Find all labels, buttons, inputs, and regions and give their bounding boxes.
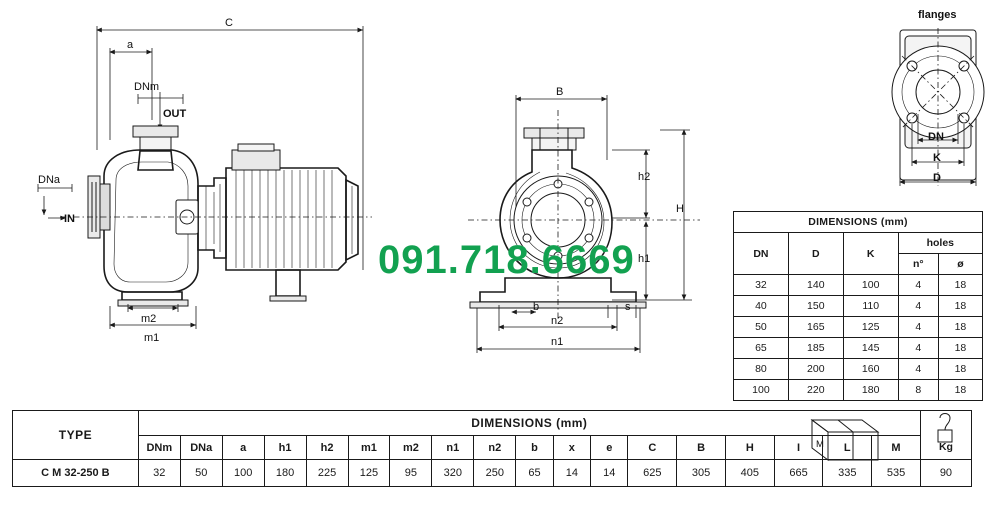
col-header-dn: DN	[734, 233, 789, 275]
label-n2: n2	[551, 315, 564, 327]
table-row	[734, 317, 983, 338]
cell-x: 14	[553, 460, 590, 487]
cell-m2: 95	[390, 460, 432, 487]
label-flange-k: K	[933, 152, 941, 164]
cell-k: 180	[843, 380, 898, 401]
col-m: M	[872, 436, 921, 460]
cell-d: 185	[788, 338, 843, 359]
type-header: TYPE	[13, 411, 139, 460]
cell-c: 625	[628, 460, 677, 487]
table-row	[734, 359, 983, 380]
cell-d: 140	[788, 275, 843, 296]
cell-k: 125	[843, 317, 898, 338]
cell-n: 4	[898, 275, 938, 296]
label-a: a	[127, 39, 134, 51]
label-h1: h1	[638, 253, 651, 265]
cell-d: 150	[788, 296, 843, 317]
cell-hole-dia: 18	[938, 359, 982, 380]
cell-b: 65	[516, 460, 553, 487]
cell-d: 165	[788, 317, 843, 338]
cell-h2: 225	[306, 460, 348, 487]
cell-n: 4	[898, 317, 938, 338]
flanges-title: flanges	[918, 9, 957, 21]
cell-dn: 100	[734, 380, 789, 401]
cell-dn: 65	[734, 338, 789, 359]
label-b-low: b	[533, 301, 540, 313]
col-n2: n2	[474, 436, 516, 460]
col-h: H	[725, 436, 774, 460]
cell-m1: 125	[348, 460, 390, 487]
cell-n: 8	[898, 380, 938, 401]
cell-dn: 80	[734, 359, 789, 380]
col-b: b	[516, 436, 553, 460]
cell-dnm: 32	[138, 460, 180, 487]
col-dnm: DNm	[138, 436, 180, 460]
cell-l: 335	[823, 460, 872, 487]
cell-n: 4	[898, 359, 938, 380]
col-bcap: B	[677, 436, 726, 460]
cell-a: 100	[222, 460, 264, 487]
col-a: a	[222, 436, 264, 460]
cell-k: 145	[843, 338, 898, 359]
cell-h1: 180	[264, 460, 306, 487]
cell-dna: 50	[180, 460, 222, 487]
col-c: C	[628, 436, 677, 460]
cell-i: 665	[774, 460, 823, 487]
col-m2: m2	[390, 436, 432, 460]
label-n1: n1	[551, 336, 564, 348]
col-h1: h1	[264, 436, 306, 460]
label-box-m: M	[816, 439, 824, 450]
label-dna: DNa	[38, 174, 61, 186]
cell-kg: 90	[920, 460, 971, 487]
kg-label: Kg	[938, 441, 953, 453]
cell-n1: 320	[432, 460, 474, 487]
label-in: IN	[64, 213, 75, 225]
cell-dn: 50	[734, 317, 789, 338]
label-flange-d: D	[933, 172, 941, 184]
cell-d: 220	[788, 380, 843, 401]
cell-dn: 40	[734, 296, 789, 317]
col-header-holes: holes	[898, 233, 982, 254]
label-flange-dn: DN	[928, 131, 944, 143]
table-row	[734, 338, 983, 359]
label-b-top: B	[556, 86, 564, 98]
cell-dn: 32	[734, 275, 789, 296]
col-e: e	[591, 436, 628, 460]
col-n1: n1	[432, 436, 474, 460]
cell-k: 100	[843, 275, 898, 296]
cell-k: 160	[843, 359, 898, 380]
cell-n: 4	[898, 296, 938, 317]
cell-hole-dia: 18	[938, 380, 982, 401]
label-dnm: DNm	[134, 81, 160, 93]
label-m1: m1	[144, 332, 160, 344]
col-i: I	[774, 436, 823, 460]
type-dimensions-table	[12, 410, 972, 487]
table-row	[734, 296, 983, 317]
flange-dimensions-table	[733, 211, 983, 401]
cell-d: 200	[788, 359, 843, 380]
cell-type: C M 32-250 B	[13, 460, 139, 487]
col-header-d: D	[788, 233, 843, 275]
dimensions-header: DIMENSIONS (mm)	[138, 411, 920, 436]
col-x: x	[553, 436, 590, 460]
cell-n: 4	[898, 338, 938, 359]
col-header-hole-diameter: ø	[938, 254, 982, 275]
col-dna: DNa	[180, 436, 222, 460]
label-h2: h2	[638, 171, 651, 183]
label-s: s	[625, 301, 631, 313]
cell-e: 14	[591, 460, 628, 487]
cell-hole-dia: 18	[938, 338, 982, 359]
cell-hole-dia: 18	[938, 275, 982, 296]
col-header-k: K	[843, 233, 898, 275]
label-m2: m2	[141, 313, 157, 325]
table-row	[13, 460, 972, 487]
flange-table-title: DIMENSIONS (mm)	[734, 212, 983, 233]
cell-hole-dia: 18	[938, 296, 982, 317]
cell-bcap: 305	[677, 460, 726, 487]
kg-header-cell	[920, 411, 971, 460]
watermark-phone-number: 091.718.6669	[378, 238, 635, 282]
cell-k: 110	[843, 296, 898, 317]
label-out: OUT	[163, 108, 187, 120]
col-l: L	[823, 436, 872, 460]
table-row	[734, 275, 983, 296]
cell-m: 535	[872, 460, 921, 487]
label-c: C	[225, 17, 233, 29]
cell-h: 405	[725, 460, 774, 487]
cell-n2: 250	[474, 460, 516, 487]
col-header-hole-count: n°	[898, 254, 938, 275]
col-m1: m1	[348, 436, 390, 460]
cell-hole-dia: 18	[938, 317, 982, 338]
table-row	[734, 380, 983, 401]
col-h2: h2	[306, 436, 348, 460]
label-h: H	[676, 203, 684, 215]
